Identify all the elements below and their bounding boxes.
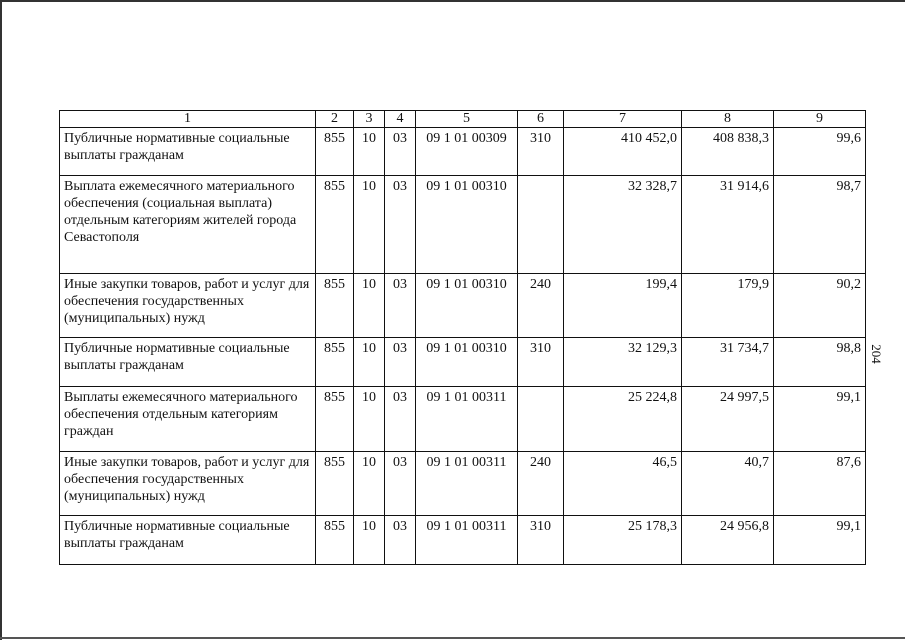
cell-code: 855 <box>316 452 354 516</box>
cell-section: 10 <box>354 387 385 452</box>
page-number: 204 <box>869 344 884 364</box>
cell-target-article: 09 1 01 00310 <box>416 338 518 387</box>
cell-section: 10 <box>354 128 385 176</box>
cell-value-8: 31 914,6 <box>682 176 774 274</box>
table-row <box>60 176 866 274</box>
cell-code: 855 <box>316 274 354 338</box>
cell-target-article: 09 1 01 00310 <box>416 176 518 274</box>
column-header: 9 <box>774 111 866 128</box>
row-description: Выплаты ежемесячного материального обеспечения отдельным категориям граждан <box>60 387 316 452</box>
table-row <box>60 387 866 452</box>
row-description: Публичные нормативные социальные выплаты гражданам <box>60 516 316 565</box>
cell-expense-type: 240 <box>518 274 564 338</box>
cell-section: 10 <box>354 274 385 338</box>
cell-value-9: 99,6 <box>774 128 866 176</box>
cell-section: 10 <box>354 516 385 565</box>
cell-code: 855 <box>316 176 354 274</box>
cell-subsection: 03 <box>385 176 416 274</box>
cell-subsection: 03 <box>385 516 416 565</box>
cell-expense-type: 310 <box>518 338 564 387</box>
table-row <box>60 274 866 338</box>
cell-target-article: 09 1 01 00310 <box>416 274 518 338</box>
cell-value-9: 99,1 <box>774 387 866 452</box>
table-row <box>60 516 866 565</box>
column-header: 8 <box>682 111 774 128</box>
cell-target-article: 09 1 01 00309 <box>416 128 518 176</box>
cell-value-8: 40,7 <box>682 452 774 516</box>
column-header: 6 <box>518 111 564 128</box>
cell-target-article: 09 1 01 00311 <box>416 452 518 516</box>
cell-code: 855 <box>316 516 354 565</box>
budget-table <box>59 110 866 565</box>
table-row <box>60 338 866 387</box>
cell-value-9: 87,6 <box>774 452 866 516</box>
cell-value-8: 24 956,8 <box>682 516 774 565</box>
header-row <box>60 111 866 128</box>
scan-border-top <box>0 0 905 2</box>
cell-value-8: 24 997,5 <box>682 387 774 452</box>
cell-code: 855 <box>316 387 354 452</box>
row-description: Публичные нормативные социальные выплаты гражданам <box>60 128 316 176</box>
cell-subsection: 03 <box>385 338 416 387</box>
cell-section: 10 <box>354 452 385 516</box>
cell-code: 855 <box>316 338 354 387</box>
cell-value-8: 179,9 <box>682 274 774 338</box>
column-header: 4 <box>385 111 416 128</box>
cell-value-7: 410 452,0 <box>564 128 682 176</box>
cell-value-7: 32 129,3 <box>564 338 682 387</box>
cell-value-7: 199,4 <box>564 274 682 338</box>
cell-section: 10 <box>354 338 385 387</box>
row-description: Иные закупки товаров, работ и услуг для обеспечения государственных (муниципальных) нужд <box>60 274 316 338</box>
cell-expense-type: 310 <box>518 516 564 565</box>
column-header: 1 <box>60 111 316 128</box>
cell-subsection: 03 <box>385 387 416 452</box>
cell-target-article: 09 1 01 00311 <box>416 387 518 452</box>
cell-value-9: 90,2 <box>774 274 866 338</box>
scan-border-bottom <box>0 637 905 639</box>
table-row <box>60 452 866 516</box>
column-header: 3 <box>354 111 385 128</box>
cell-value-9: 98,8 <box>774 338 866 387</box>
row-description: Выплата ежемесячного материального обеспечения (социальная выплата) отдельным категориям жителей города Севастополя <box>60 176 316 274</box>
column-header: 2 <box>316 111 354 128</box>
cell-expense-type: 240 <box>518 452 564 516</box>
column-header: 5 <box>416 111 518 128</box>
scan-border-left <box>0 0 2 640</box>
cell-code: 855 <box>316 128 354 176</box>
cell-value-9: 98,7 <box>774 176 866 274</box>
cell-value-7: 32 328,7 <box>564 176 682 274</box>
cell-value-7: 25 224,8 <box>564 387 682 452</box>
cell-section: 10 <box>354 176 385 274</box>
row-description: Иные закупки товаров, работ и услуг для обеспечения государственных (муниципальных) нужд <box>60 452 316 516</box>
cell-expense-type: 310 <box>518 128 564 176</box>
cell-value-7: 46,5 <box>564 452 682 516</box>
cell-expense-type <box>518 176 564 274</box>
cell-subsection: 03 <box>385 128 416 176</box>
cell-target-article: 09 1 01 00311 <box>416 516 518 565</box>
cell-subsection: 03 <box>385 274 416 338</box>
cell-value-8: 408 838,3 <box>682 128 774 176</box>
cell-value-8: 31 734,7 <box>682 338 774 387</box>
column-header: 7 <box>564 111 682 128</box>
cell-value-9: 99,1 <box>774 516 866 565</box>
cell-value-7: 25 178,3 <box>564 516 682 565</box>
cell-subsection: 03 <box>385 452 416 516</box>
table-row <box>60 128 866 176</box>
row-description: Публичные нормативные социальные выплаты гражданам <box>60 338 316 387</box>
cell-expense-type <box>518 387 564 452</box>
